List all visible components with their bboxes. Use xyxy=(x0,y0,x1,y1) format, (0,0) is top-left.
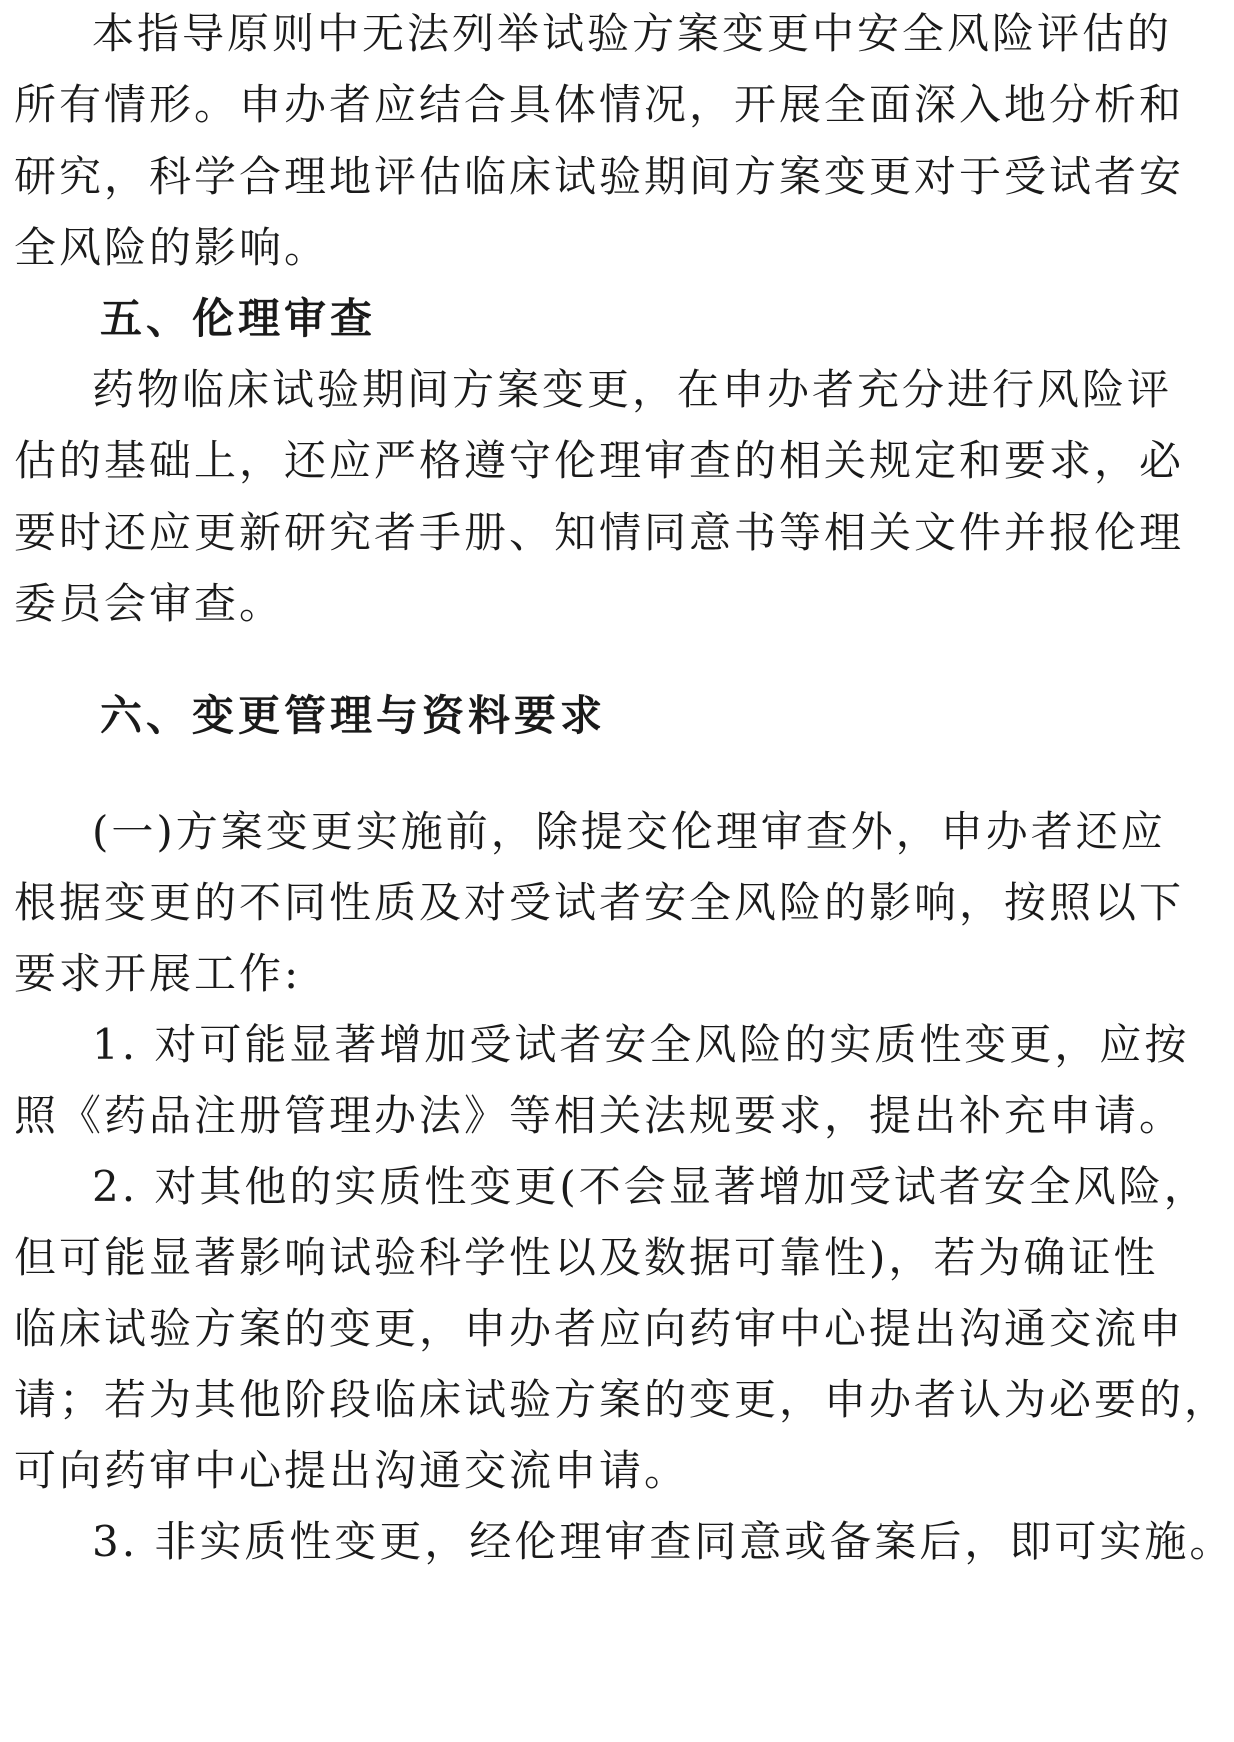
list-item-line: 照《药品注册管理办法》等相关法规要求，提出补充申请。 xyxy=(14,1091,1185,1140)
list-item-line: 但可能显著影响试验科学性以及数据可靠性)，若为确证性 xyxy=(14,1233,1159,1282)
text-line: 委员会审查。 xyxy=(14,579,285,628)
list-item-line: 临床试验方案的变更，申办者应向药审中心提出沟通交流申 xyxy=(14,1304,1185,1353)
list-item-line: 2. 对其他的实质性变更(不会显著增加受试者安全风险， xyxy=(92,1162,1209,1211)
list-item-line: 3. 非实质性变更，经伦理审查同意或备案后，即可实施。 xyxy=(92,1517,1234,1566)
list-item-line: 可向药审中心提出沟通交流申请。 xyxy=(14,1446,690,1495)
list-item-line: 1. 对可能显著增加受试者安全风险的实质性变更，应按 xyxy=(92,1020,1190,1069)
text-line: 估的基础上，还应严格遵守伦理审查的相关规定和要求，必 xyxy=(14,436,1185,485)
text-line: 要时还应更新研究者手册、知情同意书等相关文件并报伦理 xyxy=(14,508,1185,557)
text-line: 要求开展工作: xyxy=(14,949,302,998)
text-line: 本指导原则中无法列举试验方案变更中安全风险评估的 xyxy=(92,9,1173,58)
text-line: 所有情形。申办者应结合具体情况，开展全面深入地分析和 xyxy=(14,80,1185,129)
list-item-line: 请；若为其他阶段临床试验方案的变更，申办者认为必要的， xyxy=(14,1375,1230,1424)
text-line: 研究，科学合理地评估临床试验期间方案变更对于受试者安 xyxy=(14,152,1185,201)
text-line: 全风险的影响。 xyxy=(14,223,330,272)
section-heading: 五、伦理审查 xyxy=(100,294,377,343)
section-heading: 六、变更管理与资料要求 xyxy=(100,691,607,740)
text-line: (一)方案变更实施前，除提交伦理审查外，申办者还应 xyxy=(92,807,1166,856)
text-line: 根据变更的不同性质及对受试者安全风险的影响，按照以下 xyxy=(14,878,1185,927)
text-line: 药物临床试验期间方案变更，在申办者充分进行风险评 xyxy=(92,365,1173,414)
